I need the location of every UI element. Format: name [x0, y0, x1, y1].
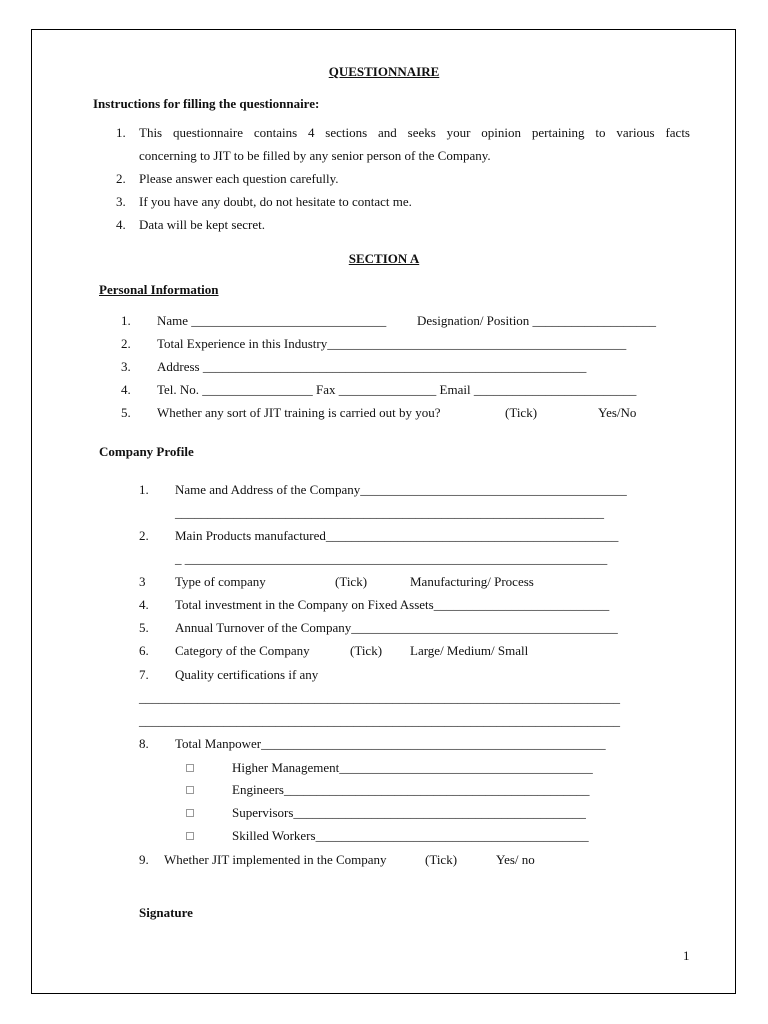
- item-number: 5.: [139, 620, 149, 635]
- item-number: 3: [139, 574, 146, 589]
- engineers-field[interactable]: Engineers_______________________________________________: [232, 782, 590, 797]
- instructions-heading: Instructions for filling the questionnaire:: [93, 96, 320, 111]
- personal-info-heading: Personal Information: [99, 282, 219, 297]
- section-heading: SECTION A: [348, 251, 420, 266]
- tick-label: (Tick): [425, 852, 458, 867]
- checkbox-icon[interactable]: [186, 782, 194, 798]
- contact-fields[interactable]: Tel. No. _________________ Fax _______________ Email _________________________: [157, 382, 637, 397]
- item-number: 7.: [139, 667, 149, 682]
- company-name-address-field[interactable]: Name and Address of the Company_________________________________________: [175, 482, 627, 497]
- annual-turnover-field[interactable]: Annual Turnover of the Company_________________________________________: [175, 620, 618, 635]
- supervisors-field[interactable]: Supervisors_____________________________________________: [232, 805, 586, 820]
- company-type-options[interactable]: Manufacturing/ Process: [410, 574, 534, 589]
- tick-label: (Tick): [350, 643, 383, 658]
- jit-training-options[interactable]: Yes/No: [598, 405, 637, 420]
- question-text: Type of company: [175, 574, 266, 589]
- instruction-number: 2.: [116, 171, 126, 186]
- instruction-text: If you have any doubt, do not hesitate to contact me.: [139, 194, 412, 209]
- jit-implemented-options[interactable]: Yes/ no: [496, 852, 535, 867]
- item-number: 5.: [121, 405, 131, 420]
- address-field[interactable]: Address ___________________________________________________________: [157, 359, 587, 374]
- quality-certifications-field[interactable]: __________________________________________________________________________: [139, 713, 620, 728]
- item-number: 6.: [139, 643, 149, 658]
- item-number: 2.: [121, 336, 131, 351]
- name-field[interactable]: Name ______________________________: [157, 313, 387, 328]
- item-number: 1.: [139, 482, 149, 497]
- item-number: 3.: [121, 359, 131, 374]
- skilled-workers-field[interactable]: Skilled Workers__________________________________________: [232, 828, 589, 843]
- item-number: 1.: [121, 313, 131, 328]
- instruction-text: Data will be kept secret.: [139, 217, 265, 232]
- checkbox-icon[interactable]: [186, 760, 194, 776]
- instruction-number: 3.: [116, 194, 126, 209]
- continuation-line[interactable]: _ _________________________________________________________________: [175, 551, 608, 566]
- instruction-number: 1.: [116, 125, 126, 140]
- page-title: QUESTIONNAIRE: [328, 64, 440, 79]
- designation-field[interactable]: Designation/ Position ___________________: [417, 313, 657, 328]
- higher-management-field[interactable]: Higher Management_______________________________________: [232, 760, 593, 775]
- tick-label: (Tick): [335, 574, 368, 589]
- question-text: Quality certifications if any: [175, 667, 319, 682]
- experience-field[interactable]: Total Experience in this Industry______________________________________________: [157, 336, 627, 351]
- signature-label: Signature: [139, 905, 193, 920]
- question-text: Whether JIT implemented in the Company: [164, 852, 387, 867]
- fixed-assets-field[interactable]: Total investment in the Company on Fixed Assets___________________________: [175, 597, 610, 612]
- item-number: 8.: [139, 736, 149, 751]
- tick-label: (Tick): [505, 405, 538, 420]
- instruction-text: This questionnaire contains 4 sections and seeks your opinion pertaining to various facts: [139, 125, 690, 140]
- continuation-line[interactable]: __________________________________________________________________: [175, 505, 604, 520]
- company-profile-heading: Company Profile: [99, 444, 194, 459]
- instruction-text: concerning to JIT to be filled by any senior person of the Company.: [139, 148, 491, 163]
- question-text: Category of the Company: [175, 643, 310, 658]
- checkbox-icon[interactable]: [186, 805, 194, 821]
- company-category-options[interactable]: Large/ Medium/ Small: [410, 643, 529, 658]
- instruction-text: Please answer each question carefully.: [139, 171, 339, 186]
- checkbox-icon[interactable]: [186, 828, 194, 844]
- quality-certifications-field[interactable]: __________________________________________________________________________: [139, 690, 620, 705]
- instruction-number: 4.: [116, 217, 126, 232]
- question-text: Whether any sort of JIT training is carried out by you?: [157, 405, 441, 420]
- page-number: 1: [683, 948, 690, 963]
- item-number: 4.: [139, 597, 149, 612]
- total-manpower-field[interactable]: Total Manpower_____________________________________________________: [175, 736, 606, 751]
- main-products-field[interactable]: Main Products manufactured_____________________________________________: [175, 528, 619, 543]
- item-number: 9.: [139, 852, 149, 867]
- item-number: 4.: [121, 382, 131, 397]
- item-number: 2.: [139, 528, 149, 543]
